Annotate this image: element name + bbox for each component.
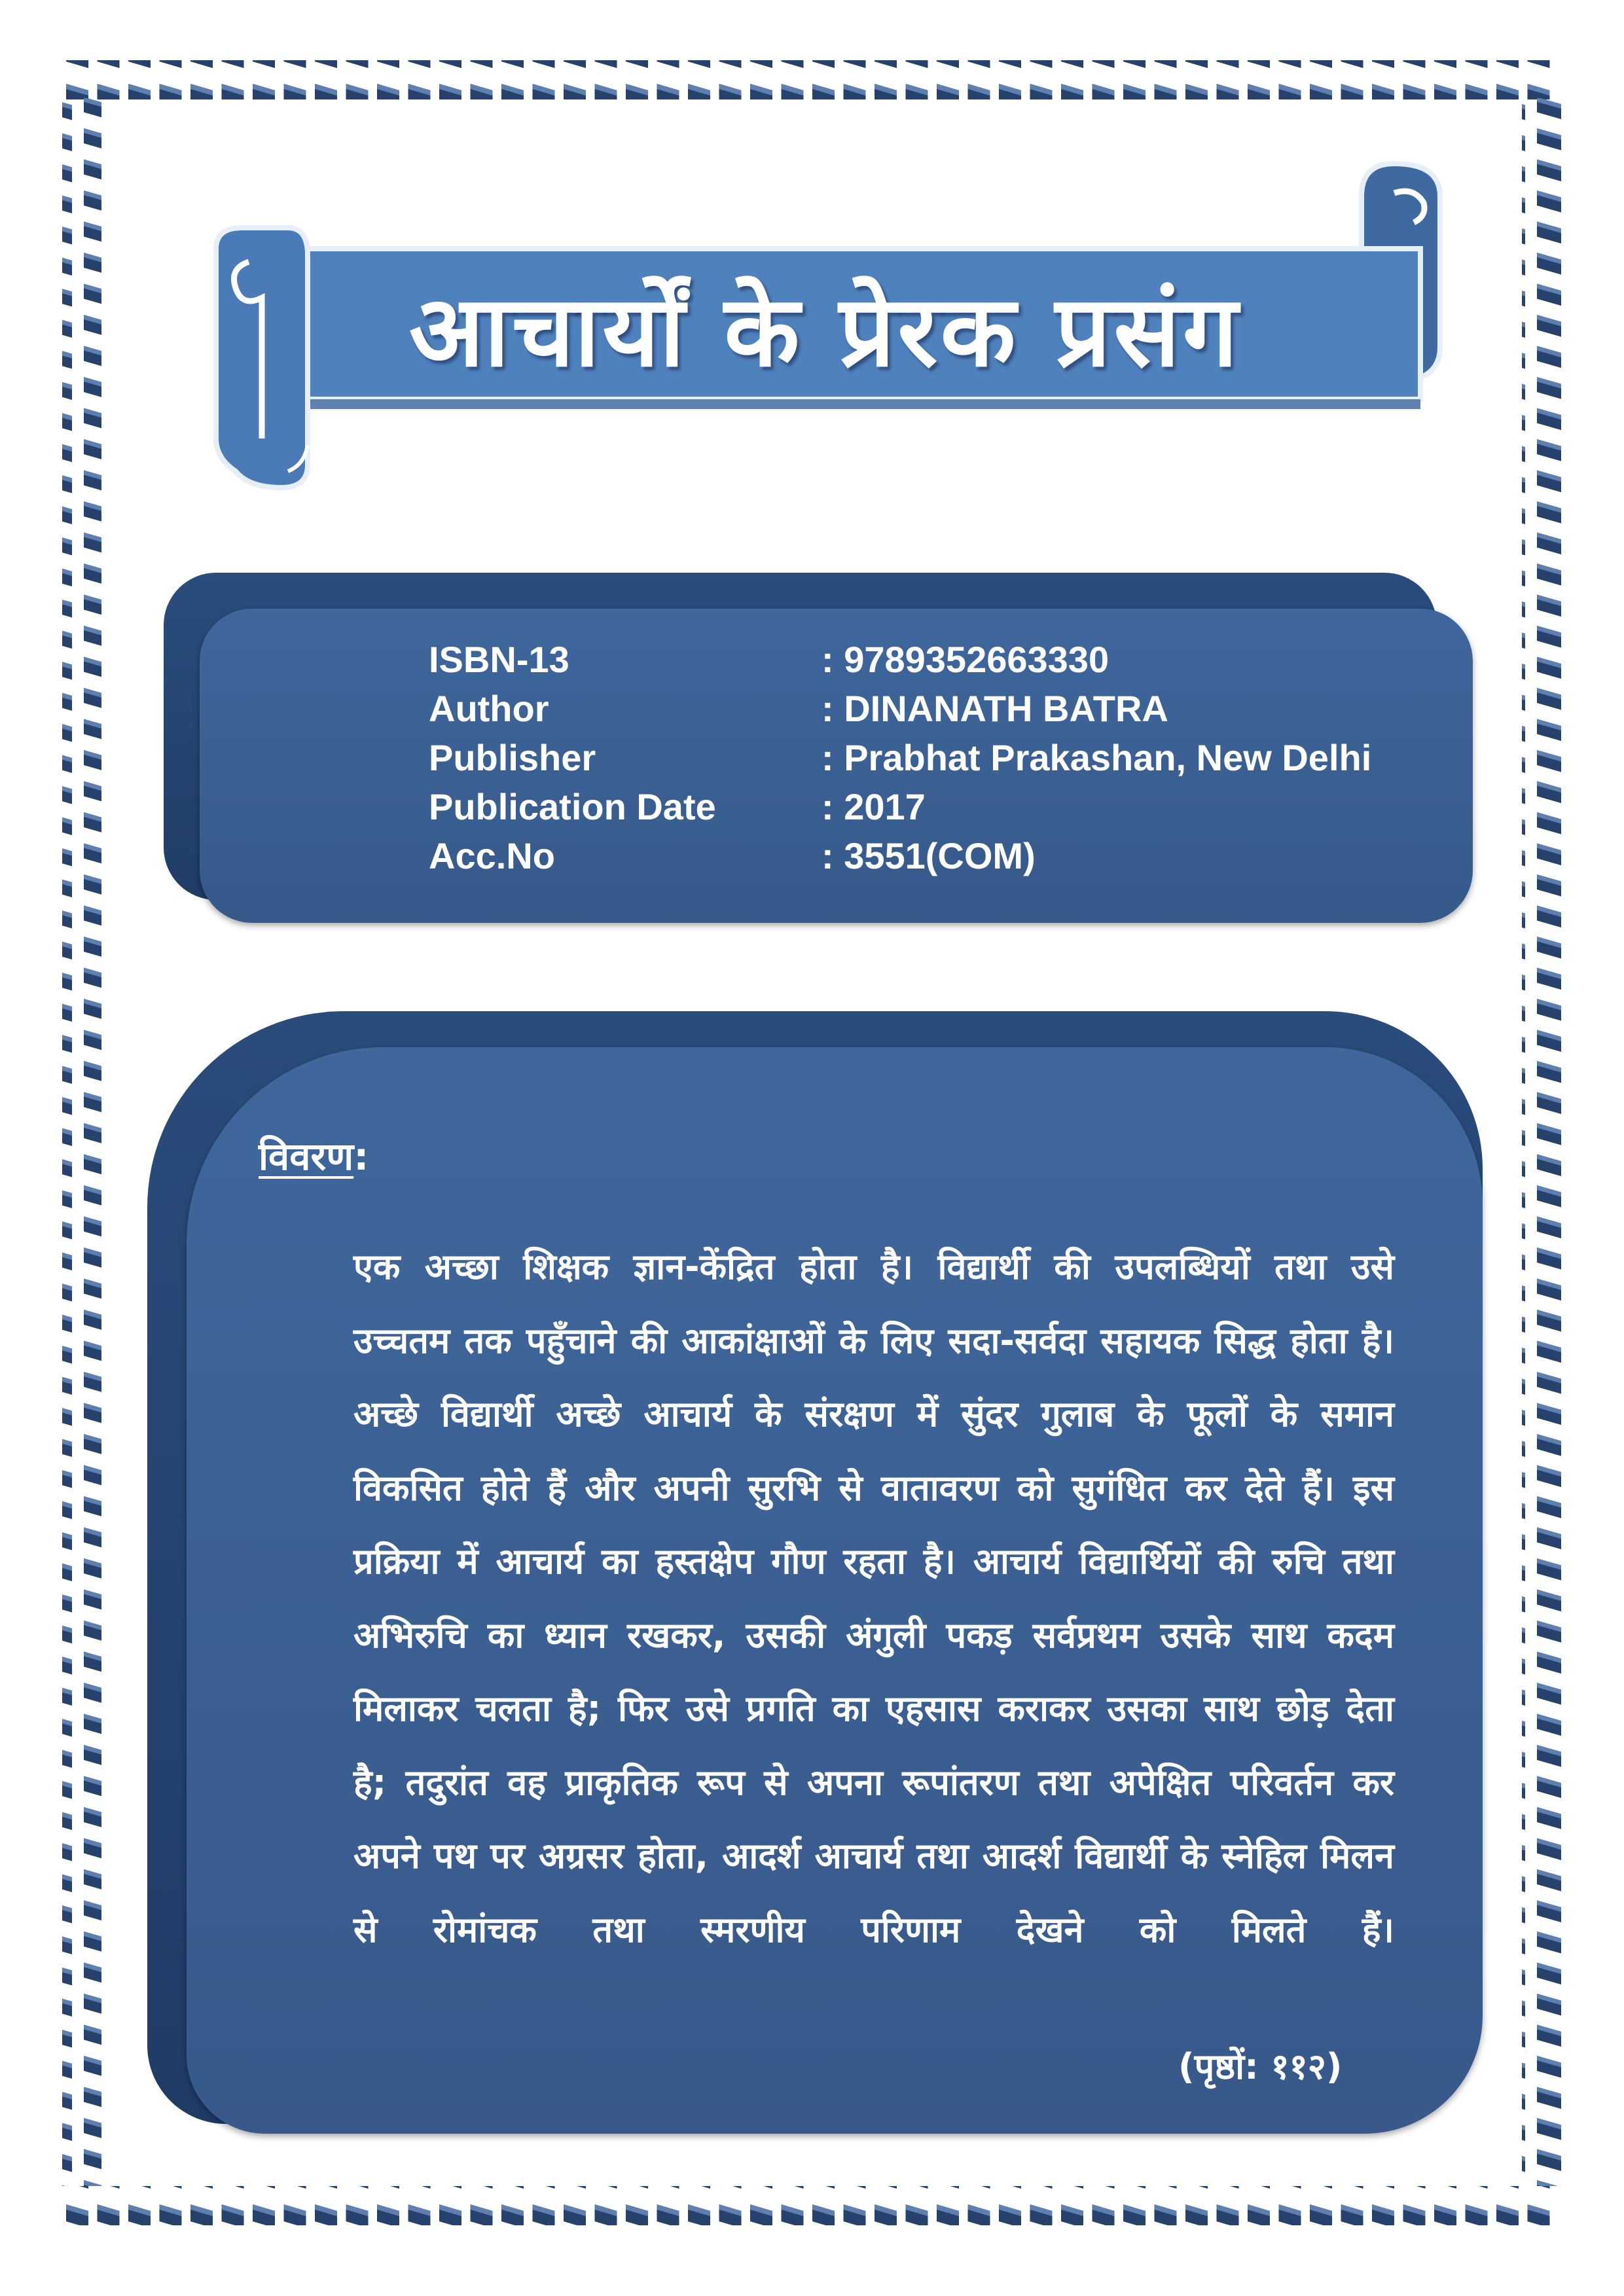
isbn-value: : 9789352663330 [821, 639, 1110, 680]
author-value: : DINANATH BATRA [821, 688, 1168, 729]
description-heading-colon: : [353, 1134, 369, 1179]
info-row-publication-date [429, 782, 1476, 831]
author-label: Author [429, 688, 549, 729]
book-info-table [429, 635, 1476, 880]
publisher-value: : Prabhat Prakashan, New Delhi [821, 737, 1372, 778]
publication-date-value: : 2017 [821, 786, 926, 827]
info-row-publisher [429, 733, 1476, 782]
publisher-label: Publisher [429, 737, 596, 778]
acc-no-value: : 3551(COM) [821, 835, 1036, 876]
page-count: (पृष्ठों: ११२) [1178, 2046, 1343, 2087]
publication-date-label: Publication Date [429, 786, 716, 827]
info-row-acc-no [429, 831, 1476, 880]
isbn-label: ISBN-13 [429, 639, 569, 680]
description-heading-text: विवरण [259, 1134, 354, 1179]
page-title: आचार्यों के प्रेरक प्रसंग [408, 275, 1241, 389]
description-heading [259, 1129, 369, 1181]
acc-no-label: Acc.No [429, 835, 555, 876]
info-row-author [429, 684, 1476, 733]
info-row-isbn [429, 635, 1476, 684]
description-body: एक अच्छा शिक्षक ज्ञान-केंद्रित होता है। विद्यार्थी की उपलब्धियों तथा उसे उच्चतम तक पहुँचाने की आकांक्षाओं के लिए सदा-सर्वदा सहायक सिद्ध होता है। अच्छे विद्यार्थी अच्छे आचार्य के संरक्षण में सुंदर गुलाब के फूलों के समान विकसित होते हैं और अपनी सुरभि से वातावरण को सुगंधित कर देते हैं। इस प्रक्रिया में आचार्य का हस्तक्षेप गौण रहता है। आचार्य विद्यार्थियों की रुचि तथा अभिरुचि का ध्यान रखकर, उसकी अंगुली पकड़ सर्वप्रथम उसके साथ कदम मिलाकर चलता है; फिर उसे प्रगति का एहसास कराकर उसका साथ छोड़ देता है; तदुरांत वह प्राकृतिक रूप से अपना रूपांतरण तथा अपेक्षित परिवर्तन कर अपने पथ पर अग्रसर होता, आदर्श आचार्य तथा आदर्श विद्यार्थी के स्नेहिल मिलन से रोमांचक तथा स्मरणीय परिणाम देखने को मिलते हैं। [353, 1246, 1394, 1950]
